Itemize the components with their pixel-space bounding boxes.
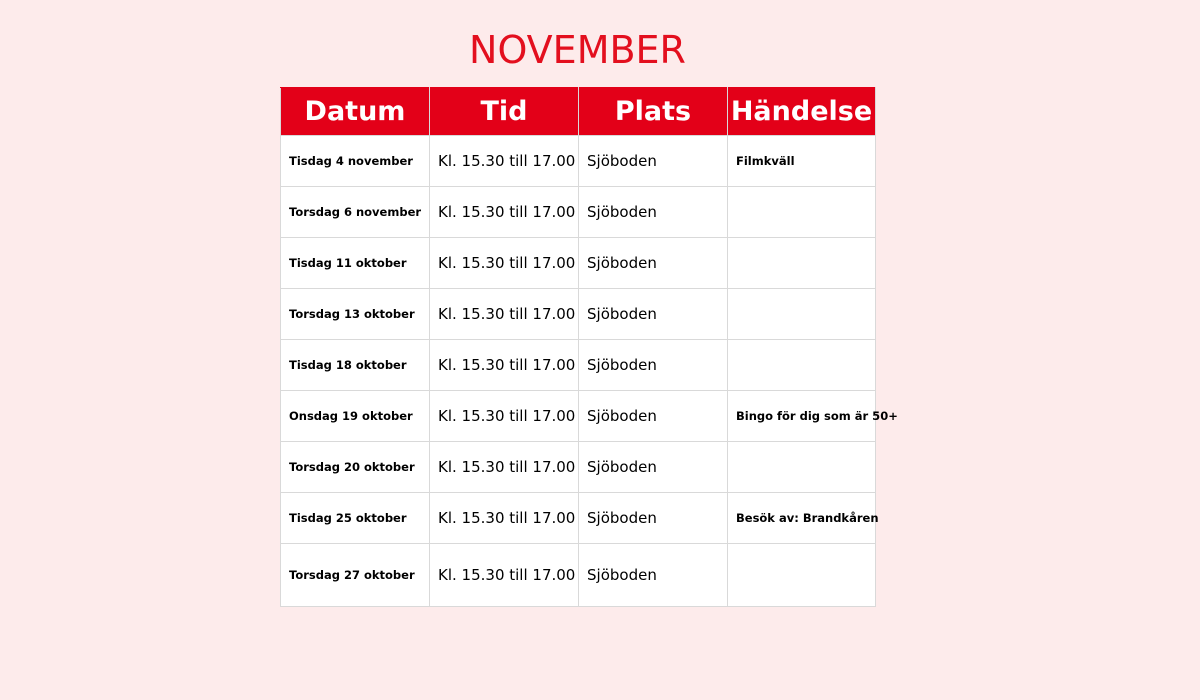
cell-handelse: Besök av: Brandkåren	[728, 493, 876, 544]
cell-handelse	[728, 340, 876, 391]
cell-handelse	[728, 544, 876, 607]
table-header-row	[281, 88, 876, 136]
table-row	[281, 289, 876, 340]
table-row	[281, 442, 876, 493]
table-row	[281, 187, 876, 238]
cell-tid: Kl. 15.30 till 17.00	[430, 391, 579, 442]
table-row	[281, 391, 876, 442]
cell-datum: Torsdag 13 oktober	[281, 289, 430, 340]
cell-tid: Kl. 15.30 till 17.00	[430, 238, 579, 289]
cell-handelse	[728, 187, 876, 238]
cell-tid: Kl. 15.30 till 17.00	[430, 340, 579, 391]
cell-plats: Sjöboden	[579, 544, 728, 607]
cell-datum: Tisdag 4 november	[281, 136, 430, 187]
cell-datum: Tisdag 11 oktober	[281, 238, 430, 289]
schedule-table	[280, 87, 898, 607]
cell-plats: Sjöboden	[579, 187, 728, 238]
cell-handelse	[728, 238, 876, 289]
page-title: NOVEMBER	[469, 28, 686, 72]
cell-plats: Sjöboden	[579, 136, 728, 187]
cell-datum: Torsdag 27 oktober	[281, 544, 430, 607]
table-row	[281, 340, 876, 391]
table-row	[281, 238, 876, 289]
header-datum: Datum	[281, 88, 430, 136]
cell-datum: Torsdag 6 november	[281, 187, 430, 238]
table-row	[281, 493, 876, 544]
cell-handelse	[728, 289, 876, 340]
cell-plats: Sjöboden	[579, 238, 728, 289]
cell-datum: Torsdag 20 oktober	[281, 442, 430, 493]
cell-tid: Kl. 15.30 till 17.00	[430, 493, 579, 544]
cell-plats: Sjöboden	[579, 391, 728, 442]
cell-tid: Kl. 15.30 till 17.00	[430, 289, 579, 340]
cell-datum: Onsdag 19 oktober	[281, 391, 430, 442]
table-row	[281, 136, 876, 187]
cell-handelse: Bingo för dig som är 50+	[728, 391, 876, 442]
cell-plats: Sjöboden	[579, 340, 728, 391]
cell-tid: Kl. 15.30 till 17.00	[430, 136, 579, 187]
cell-tid: Kl. 15.30 till 17.00	[430, 544, 579, 607]
cell-handelse	[728, 442, 876, 493]
cell-plats: Sjöboden	[579, 442, 728, 493]
cell-tid: Kl. 15.30 till 17.00	[430, 442, 579, 493]
cell-datum: Tisdag 25 oktober	[281, 493, 430, 544]
cell-tid: Kl. 15.30 till 17.00	[430, 187, 579, 238]
cell-datum: Tisdag 18 oktober	[281, 340, 430, 391]
cell-handelse: Filmkväll	[728, 136, 876, 187]
header-handelse: Händelse	[728, 88, 876, 136]
header-plats: Plats	[579, 88, 728, 136]
cell-plats: Sjöboden	[579, 493, 728, 544]
header-tid: Tid	[430, 88, 579, 136]
cell-plats: Sjöboden	[579, 289, 728, 340]
table-row	[281, 544, 876, 607]
